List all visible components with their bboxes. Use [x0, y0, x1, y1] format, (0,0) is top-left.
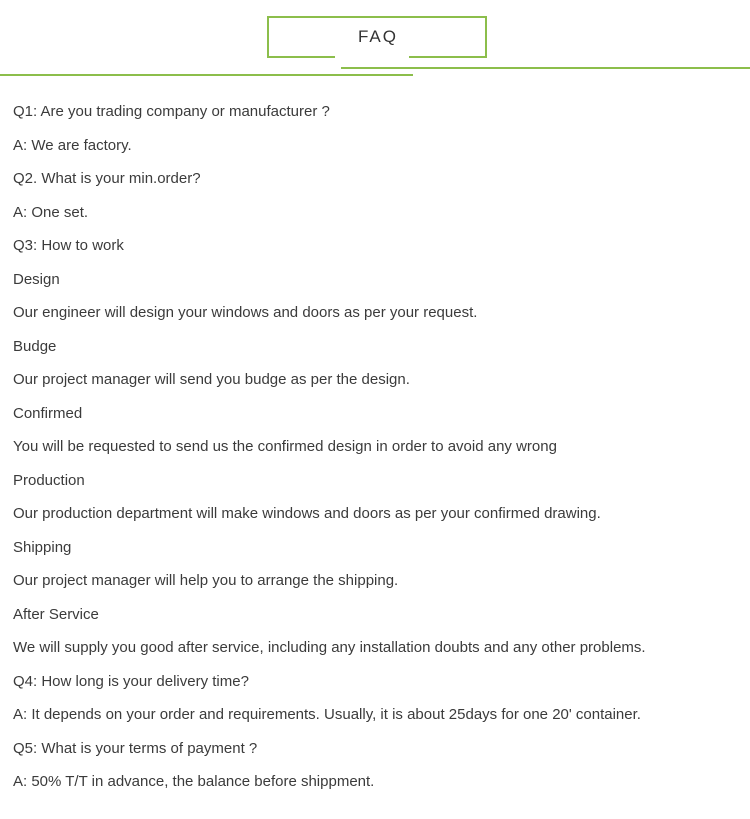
faq-line: Design — [13, 270, 60, 288]
faq-line: Our engineer will design your windows and doors as per your request. — [13, 304, 478, 321]
faq-line: Shipping — [13, 538, 72, 556]
faq-title-box — [267, 16, 487, 56]
box-bottom-border-right — [409, 56, 487, 58]
decor-line-right — [341, 67, 750, 69]
faq-line: We will supply you good after service, including any installation doubts and any other problems. — [13, 639, 646, 656]
faq-line: After Service — [13, 605, 99, 623]
faq-line: Budge — [13, 337, 57, 355]
faq-content — [13, 95, 750, 799]
faq-line: A: We are factory. — [13, 136, 132, 154]
faq-line: Q5: What is your terms of payment ? — [13, 739, 258, 757]
faq-line: A: It depends on your order and requirements. Usually, it is about 25days for one 20' container. — [13, 706, 641, 723]
faq-line: Q3: How to work — [13, 237, 124, 254]
box-bottom-border-left — [267, 56, 335, 58]
faq-line: A: One set. — [13, 203, 89, 221]
faq-line: Confirmed — [13, 404, 83, 422]
faq-line: Our project manager will send you budge as per the design. — [13, 371, 410, 388]
faq-line: Q1: Are you trading company or manufacturer ? — [13, 103, 330, 120]
faq-line: A: 50% T/T in advance, the balance before shippment. — [13, 773, 375, 790]
faq-line: Our production department will make windows and doors as per your confirmed drawing. — [13, 505, 601, 522]
decor-line-left — [0, 74, 413, 76]
faq-title: FAQ — [357, 27, 398, 46]
faq-line: Q2. What is your min.order? — [13, 170, 201, 187]
faq-line: Production — [13, 471, 85, 489]
faq-line: Q4: How long is your delivery time? — [13, 672, 249, 690]
faq-line: Our project manager will help you to arrange the shipping. — [13, 572, 399, 589]
faq-line: You will be requested to send us the confirmed design in order to avoid any wrong — [13, 438, 557, 455]
